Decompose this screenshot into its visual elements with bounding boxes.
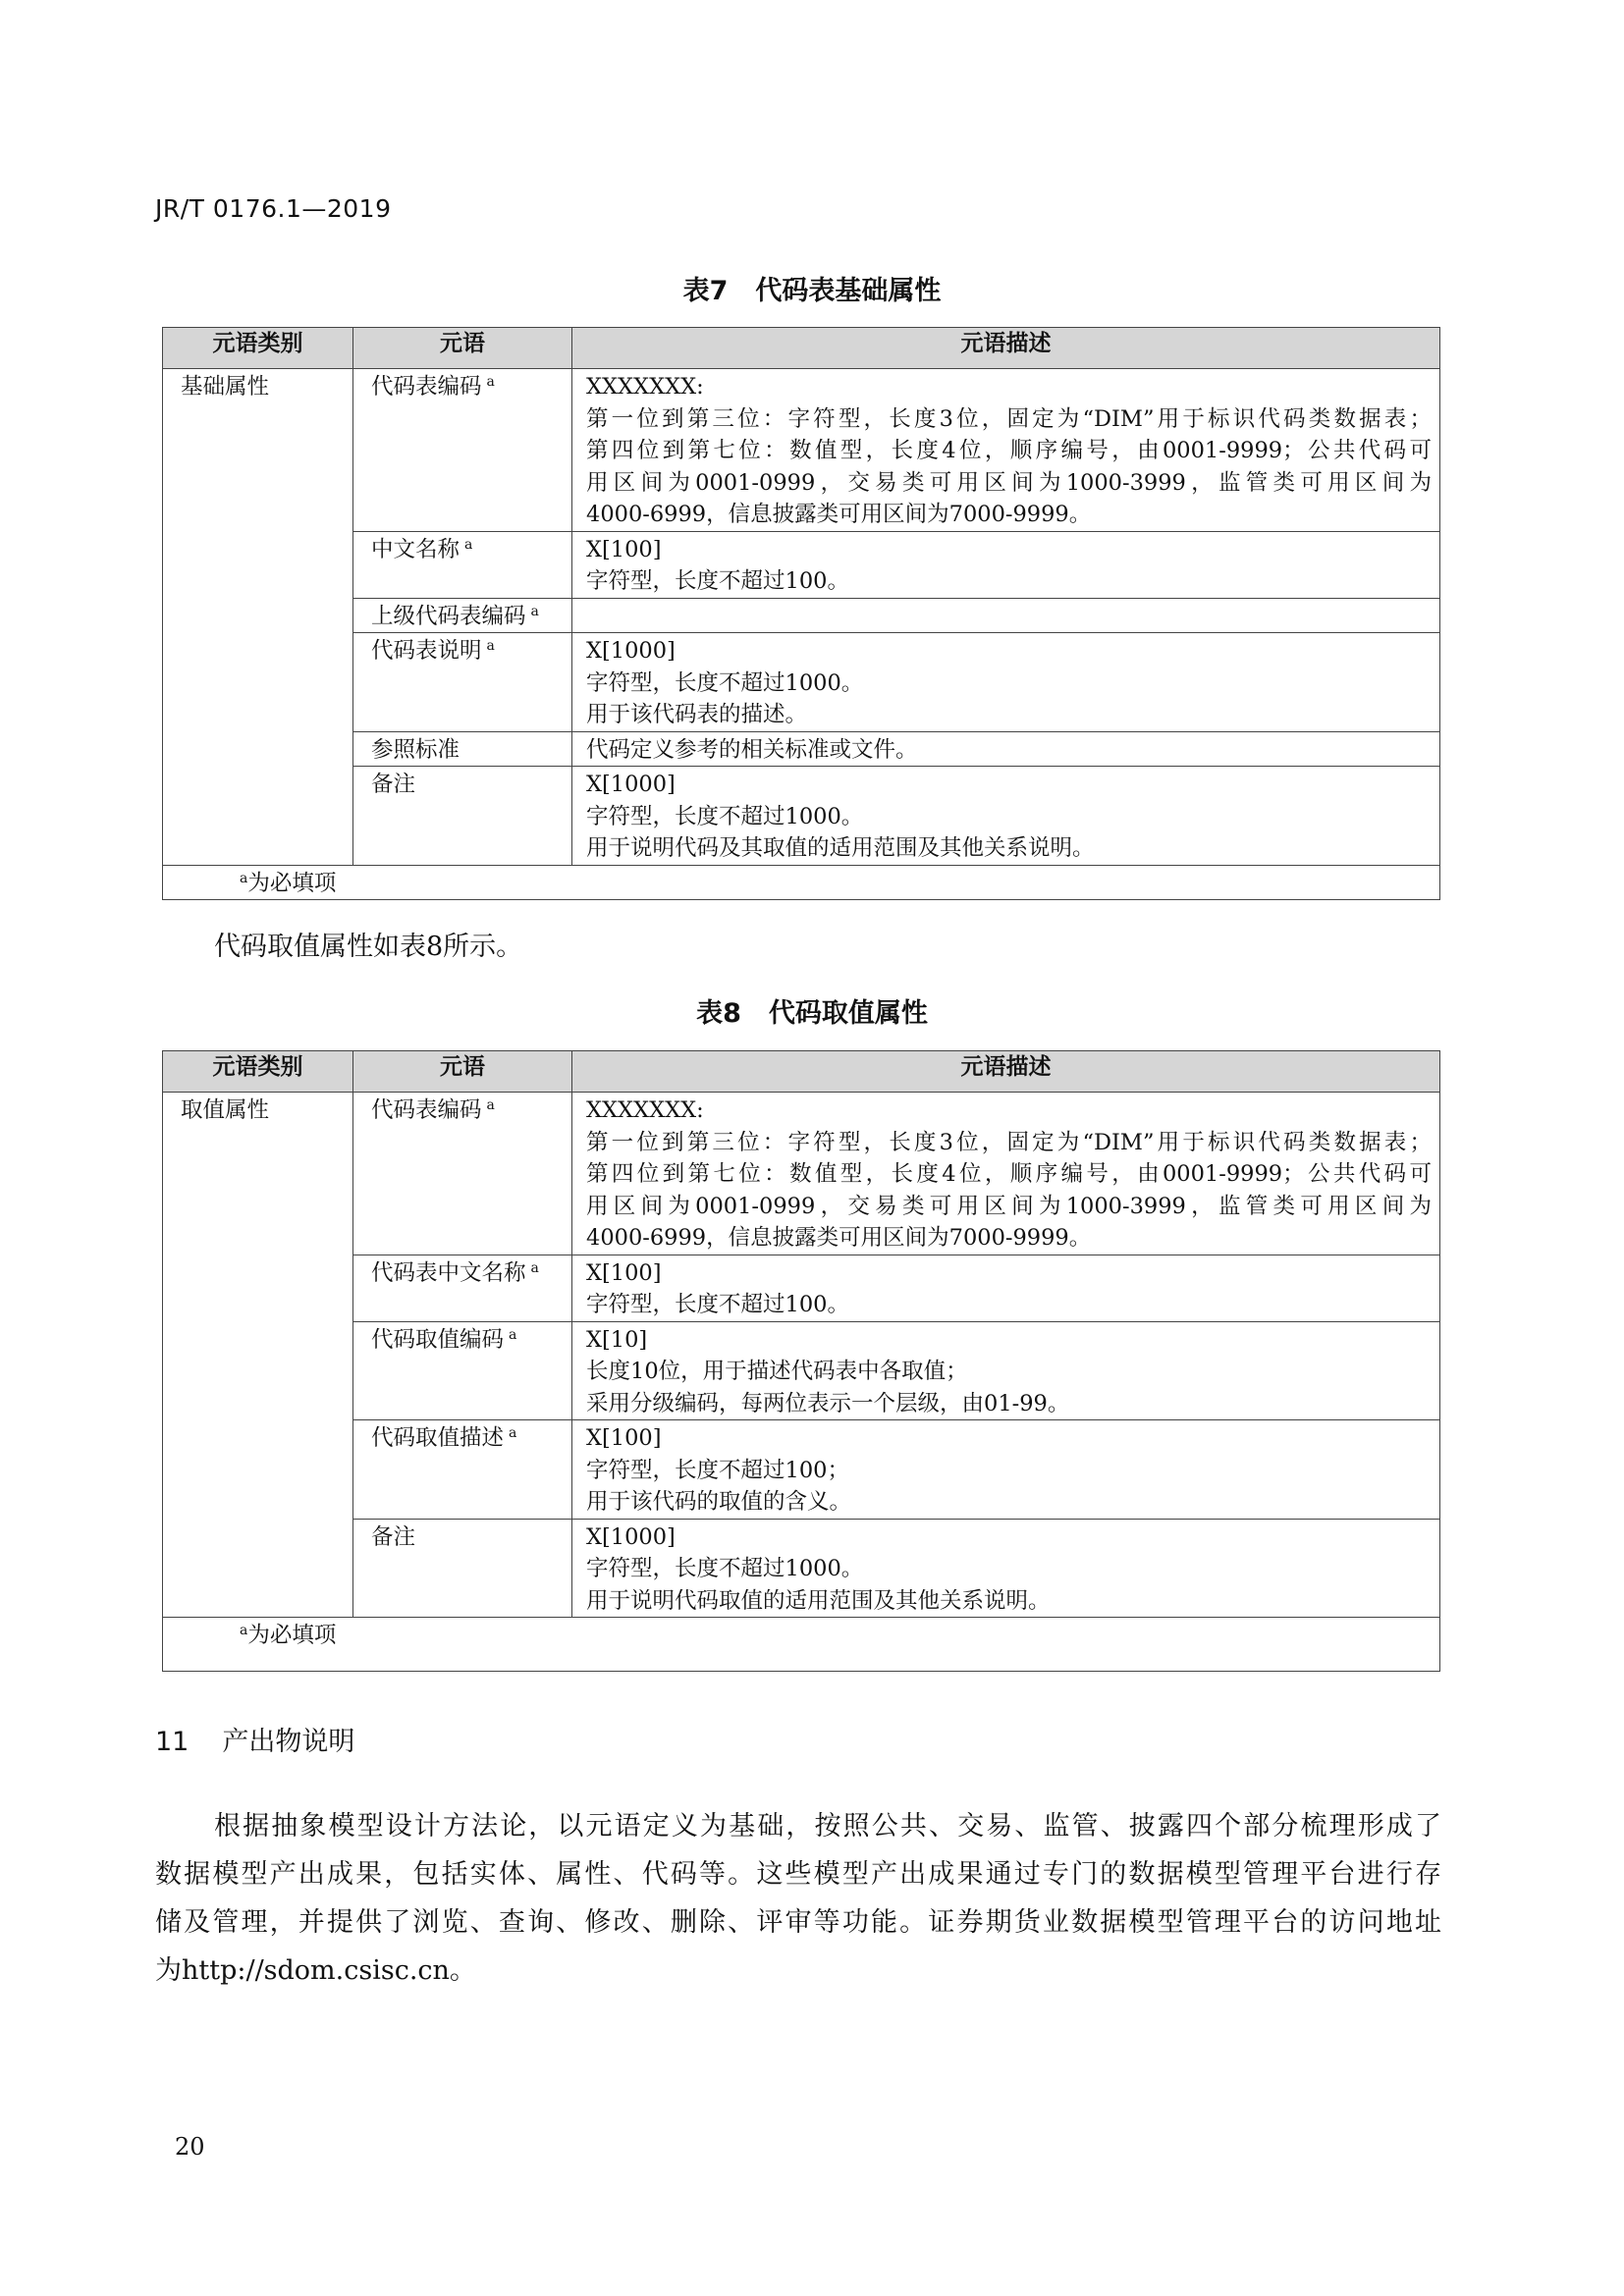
element-name: 上级代码表编码 [371, 603, 526, 629]
intro-paragraph: 代码取值属性如表8所示。 [214, 932, 523, 962]
description-line: XXXXXXX: [586, 1097, 704, 1123]
description-line: 字符型，长度不超过1000。 [586, 669, 864, 696]
description-cell [572, 369, 1440, 532]
description-line: 采用分级编码，每两位表示一个层级，由01-99。 [586, 1390, 1070, 1416]
description-cell [572, 767, 1440, 866]
element-name-cell [353, 1420, 572, 1520]
description-line: 第四位到第七位：数值型，长度4位，顺序编号，由0001-9999；公共代码可 [586, 438, 1432, 463]
table-row [163, 1321, 1440, 1420]
table-row [163, 633, 1440, 732]
description-line: 用区间为0001-0999，交易类可用区间为1000-3999，监管类可用区间为 [586, 469, 1432, 496]
element-name: 备注 [371, 772, 416, 797]
table-7-caption-title: 代码表基础属性 [755, 276, 942, 306]
column-header: 元语描述 [572, 1051, 1440, 1093]
column-header: 元语 [353, 328, 572, 369]
description-line: 字符型，长度不超过100。 [586, 1292, 849, 1317]
required-mark: a [486, 1097, 495, 1113]
description-cell [572, 1321, 1440, 1420]
description-line: 用区间为0001-0999，交易类可用区间为1000-3999，监管类可用区间为 [586, 1193, 1432, 1219]
description-cell [572, 531, 1440, 598]
footnote-cell [163, 865, 1440, 900]
element-name: 代码取值描述 [371, 1425, 505, 1451]
element-name: 代码表编码 [371, 374, 482, 400]
description-line: 4000-6999，信息披露类可用区间为7000-9999。 [586, 502, 1092, 527]
table-8-caption [0, 991, 1624, 1030]
table-row [163, 369, 1440, 532]
footnote-cell [163, 1618, 1440, 1672]
description-line: X[100] [586, 1425, 662, 1451]
element-name: 参照标准 [371, 736, 460, 763]
table-8-caption-number: 表8 [696, 998, 741, 1029]
table-row [163, 531, 1440, 598]
footnote-row [163, 865, 1440, 900]
required-mark: a [530, 1259, 539, 1276]
description-line: XXXXXXX: [586, 374, 704, 400]
section-number: 11 [155, 1727, 189, 1757]
required-mark: a [509, 1425, 517, 1441]
description-cell [572, 633, 1440, 732]
paragraph-line: 根据抽象模型设计方法论，以元语定义为基础，按照公共、交易、监管、披露四个部分梳理形成了 [214, 1811, 1441, 1842]
description-line: 字符型，长度不超过1000。 [586, 803, 864, 829]
description-line: X[1000] [586, 772, 676, 797]
description-line: 代码定义参考的相关标准或文件。 [586, 736, 918, 763]
table-row [163, 767, 1440, 866]
description-line: 4000-6999，信息披露类可用区间为7000-9999。 [586, 1225, 1092, 1251]
section-heading [155, 1720, 354, 1758]
footnote-mark: a [240, 1623, 248, 1638]
element-name-cell [353, 767, 572, 866]
table-row [163, 1519, 1440, 1618]
footnote-text: 为必填项 [247, 870, 337, 896]
footnote-text: 为必填项 [247, 1623, 337, 1648]
required-mark: a [530, 603, 539, 619]
table-row [163, 1093, 1440, 1255]
column-header: 元语类别 [163, 1051, 353, 1093]
description-line: X[1000] [586, 638, 676, 664]
description-line: X[100] [586, 536, 662, 562]
element-name-cell [353, 1093, 572, 1255]
category-cell: 基础属性 [163, 369, 353, 866]
description-cell [572, 731, 1440, 767]
element-name: 代码表中文名称 [371, 1259, 526, 1286]
required-mark: a [486, 638, 495, 654]
description-cell [572, 598, 1440, 633]
element-name-cell [353, 633, 572, 732]
required-mark: a [509, 1326, 517, 1343]
description-line: 用于该代码表的描述。 [586, 702, 808, 727]
description-line: 字符型，长度不超过1000。 [586, 1556, 864, 1581]
table-7 [162, 327, 1440, 900]
footnote-mark: a [240, 870, 248, 886]
element-name: 代码取值编码 [371, 1326, 505, 1353]
section-title: 产出物说明 [222, 1727, 355, 1757]
table-header-row [163, 1051, 1440, 1093]
description-cell [572, 1519, 1440, 1618]
table-row [163, 1255, 1440, 1321]
element-name: 代码表编码 [371, 1097, 482, 1123]
section-paragraph [155, 1802, 1441, 1995]
required-mark: a [464, 536, 473, 553]
description-line: X[1000] [586, 1523, 676, 1550]
description-line: 长度10位，用于描述代码表中各取值； [586, 1359, 968, 1384]
description-cell [572, 1255, 1440, 1321]
description-cell [572, 1420, 1440, 1520]
element-name-cell [353, 1255, 572, 1321]
element-name-cell [353, 1321, 572, 1420]
paragraph-line: 为http://sdom.csisc.cn。 [155, 1955, 476, 1986]
element-name-cell [353, 598, 572, 633]
description-line: 字符型，长度不超过100。 [586, 568, 849, 594]
element-name-cell [353, 731, 572, 767]
required-mark: a [486, 374, 495, 390]
paragraph-line: 数据模型产出成果，包括实体、属性、代码等。这些模型产出成果通过专门的数据模型管理平台进行存 [155, 1859, 1441, 1890]
description-line: 用于说明代码及其取值的适用范围及其他关系说明。 [586, 835, 1095, 861]
column-header: 元语 [353, 1051, 572, 1093]
page-number: 20 [175, 2133, 205, 2161]
column-header: 元语描述 [572, 328, 1440, 369]
table-header-row [163, 328, 1440, 369]
table-7-caption [0, 269, 1624, 307]
table-row [163, 598, 1440, 633]
table-7-caption-number: 表7 [682, 276, 729, 306]
description-line: 第一位到第三位：字符型，长度3位，固定为“DIM”用于标识代码类数据表； [586, 1129, 1432, 1155]
description-line: 字符型，长度不超过100； [586, 1457, 849, 1483]
description-line: 第一位到第三位：字符型，长度3位，固定为“DIM”用于标识代码类数据表； [586, 405, 1432, 432]
document-code: JR/T 0176.1—2019 [155, 194, 392, 223]
element-name-cell [353, 1519, 572, 1618]
element-name: 备注 [371, 1523, 416, 1550]
column-header: 元语类别 [163, 328, 353, 369]
footnote-row [163, 1618, 1440, 1672]
description-line: 用于该代码的取值的含义。 [586, 1489, 852, 1515]
element-name: 代码表说明 [371, 638, 482, 664]
category-cell: 取值属性 [163, 1093, 353, 1618]
element-name: 中文名称 [371, 536, 460, 562]
table-row [163, 1420, 1440, 1520]
element-name-cell [353, 531, 572, 598]
paragraph-line: 储及管理，并提供了浏览、查询、修改、删除、评审等功能。证券期货业数据模型管理平台的访问地址 [155, 1907, 1441, 1938]
description-line: X[10] [586, 1326, 648, 1353]
table-row [163, 731, 1440, 767]
description-line: X[100] [586, 1259, 662, 1286]
description-line: 用于说明代码取值的适用范围及其他关系说明。 [586, 1587, 1051, 1614]
table-8 [162, 1050, 1440, 1672]
description-cell [572, 1093, 1440, 1255]
element-name-cell [353, 369, 572, 532]
description-line: 第四位到第七位：数值型，长度4位，顺序编号，由0001-9999；公共代码可 [586, 1161, 1432, 1187]
table-8-caption-title: 代码取值属性 [768, 998, 928, 1029]
